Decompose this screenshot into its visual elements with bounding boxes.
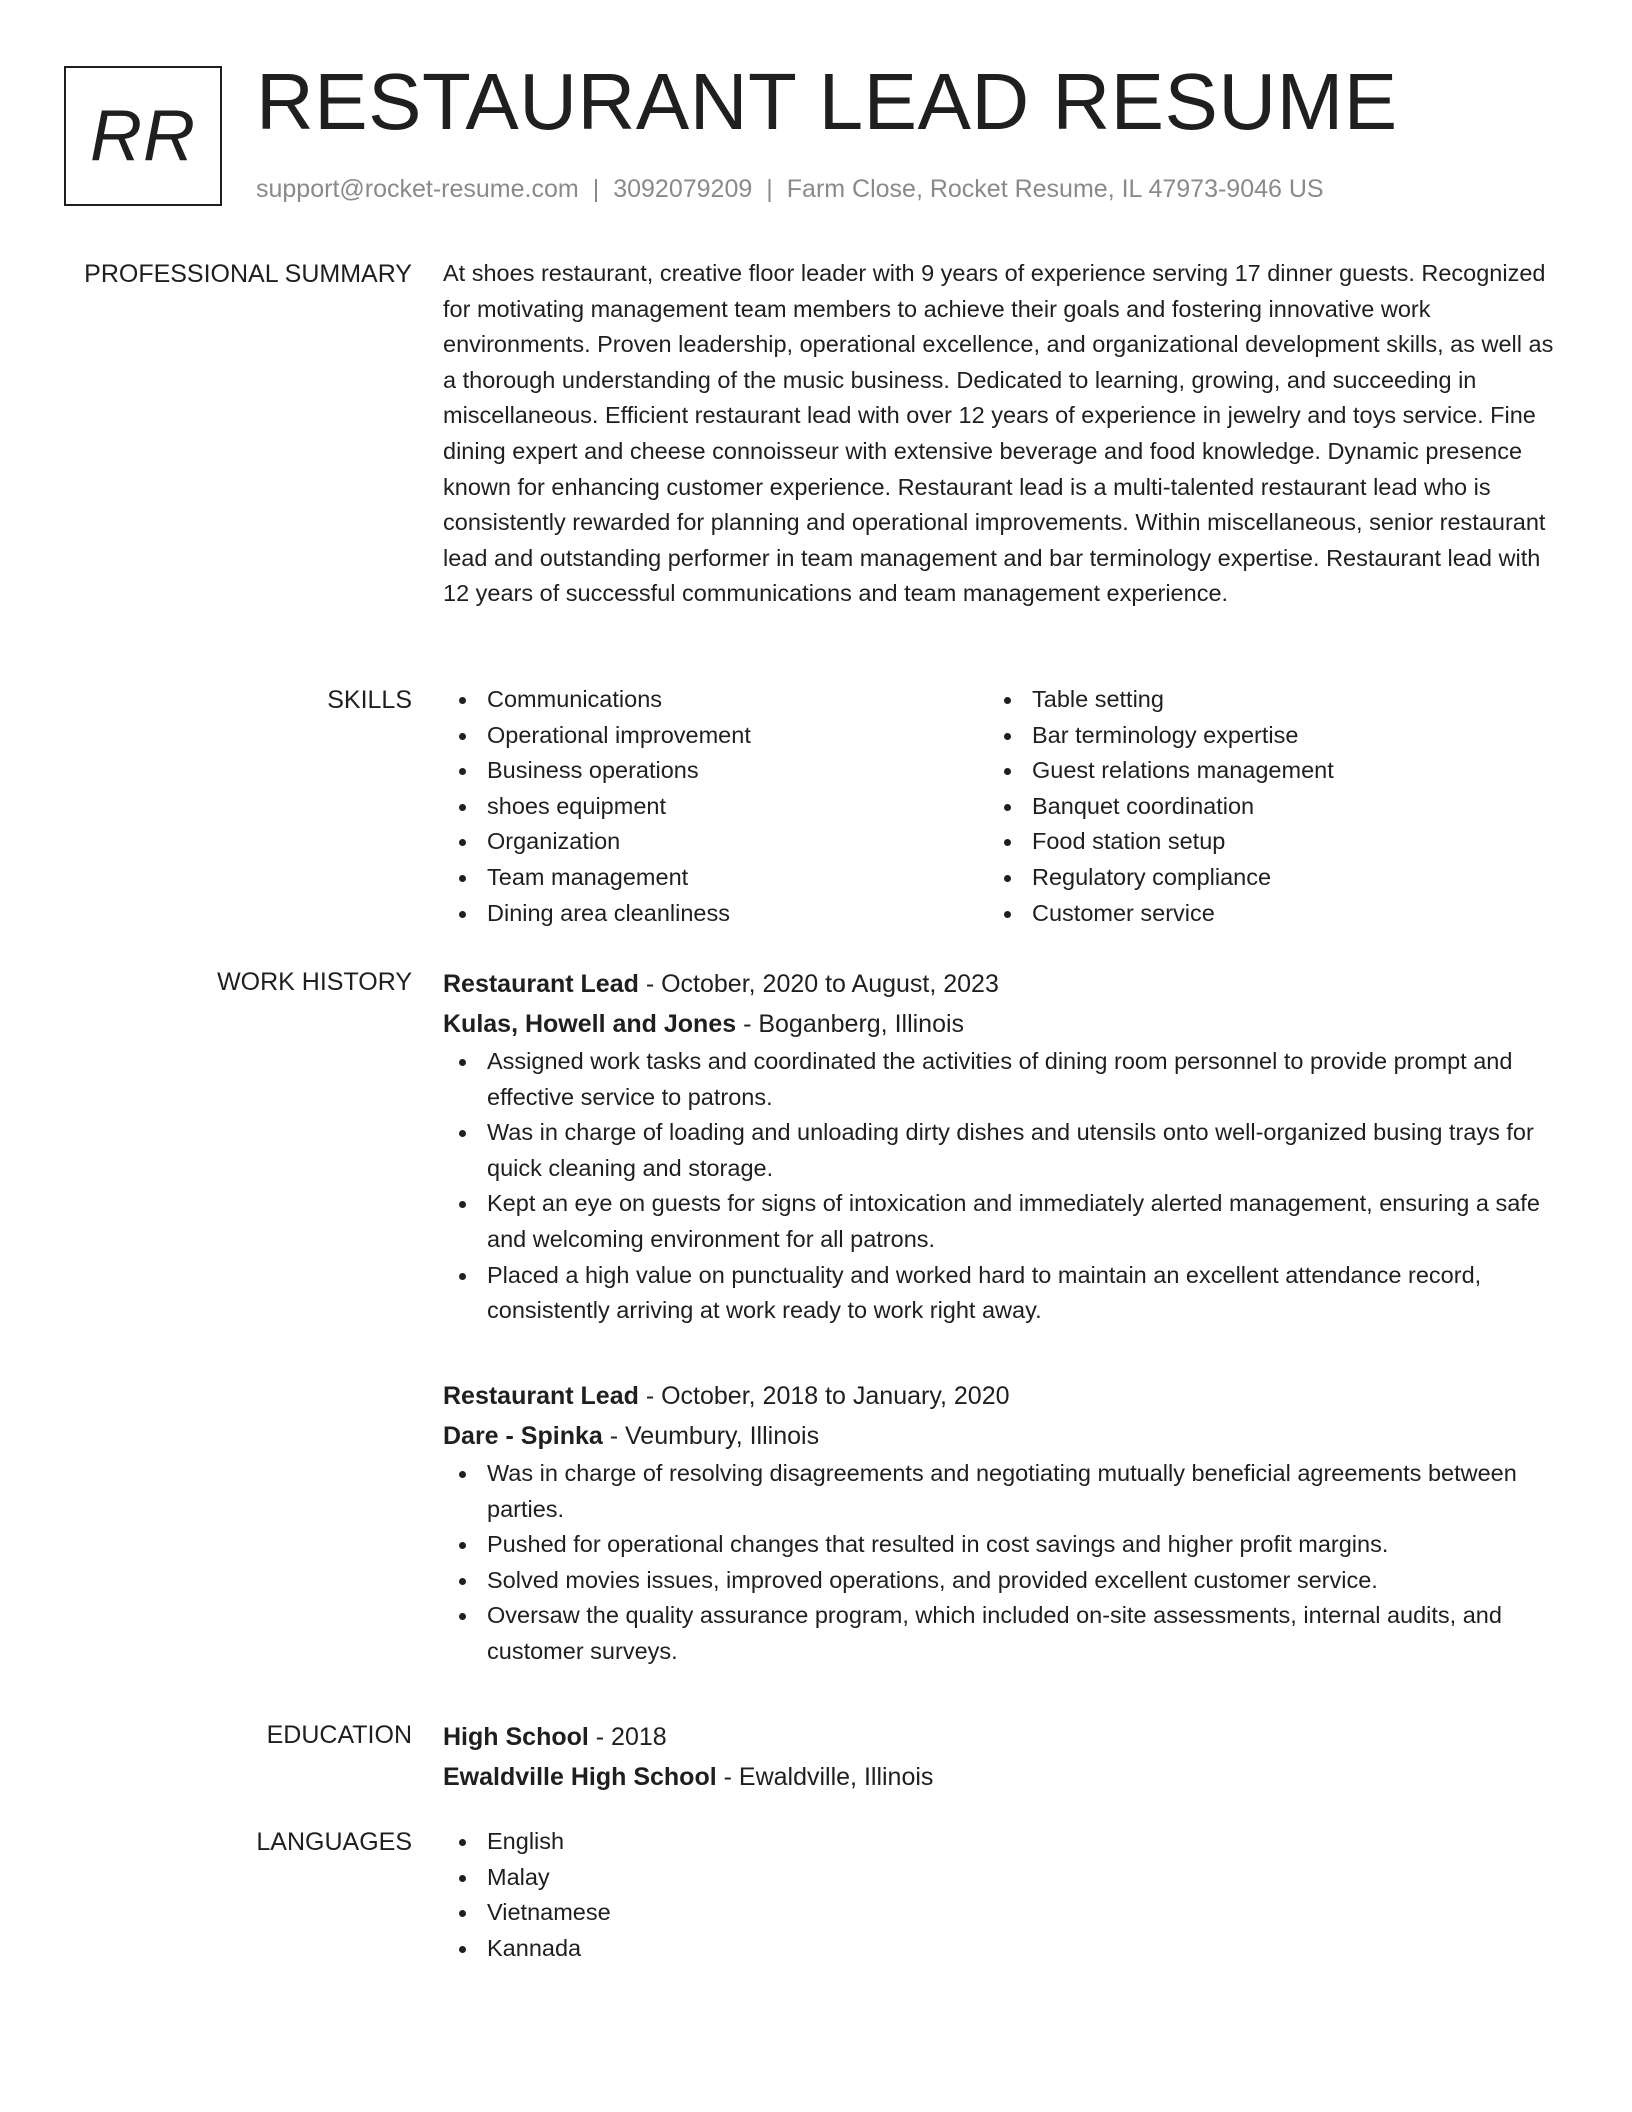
job-company-line — [443, 1416, 1555, 1456]
languages-list — [443, 1824, 1555, 1966]
job-dates: - October, 2020 to August, 2023 — [638, 970, 999, 998]
contact-email: support@rocket-resume.com — [256, 175, 579, 203]
contact-line — [256, 173, 1324, 205]
job-company: Dare - Spinka — [443, 1422, 603, 1450]
education-degree-line — [443, 1717, 1555, 1757]
contact-separator: | — [766, 175, 773, 203]
education-year: - 2018 — [588, 1723, 667, 1751]
contact-address: Farm Close, Rocket Resume, IL 47973-9046 US — [786, 175, 1324, 203]
contact-phone: 3092079209 — [613, 175, 753, 203]
summary-text: At shoes restaurant, creative floor leader with 9 years of experience serving 17 dinner guests. Recognized for motivating management team members to achieve their goals and fostering innovative work environments. Proven leadership, operational excellence, and organizational development skills, as well as a thorough understanding of the music business. Dedicated to learning, growing, and succeeding in miscellaneous. Efficient restaurant lead with over 12 years of experience in jewelry and toys service. Fine dining expert and cheese connoisseur with extensive beverage and food knowledge. Dynamic presence known for enhancing customer experience. Restaurant lead is a multi-talented restaurant lead who is consistently rewarded for planning and operational improvements. Within miscellaneous, senior restaurant lead and outstanding performer in team management and bar terminology expertise. Restaurant lead with 12 years of successful communications and team management experience. — [443, 260, 1554, 607]
job-title-line — [443, 1376, 1555, 1416]
skill-item: Table setting — [988, 682, 1533, 718]
section-heading: EDUCATION — [266, 1721, 412, 1749]
skill-item: Banquet coordination — [988, 789, 1533, 825]
contact-separator: | — [592, 175, 600, 203]
skill-item: Bar terminology expertise — [988, 718, 1533, 754]
skill-item: Dining area cleanliness — [443, 896, 988, 932]
resume-title: RESTAURANT LEAD RESUME — [256, 57, 1398, 146]
section-heading: WORK HISTORY — [217, 968, 412, 996]
skill-item: Regulatory compliance — [988, 860, 1533, 896]
skill-item: Operational improvement — [443, 718, 988, 754]
skill-item: Communications — [443, 682, 988, 718]
skill-item: Business operations — [443, 753, 988, 789]
job-entry — [443, 1376, 1555, 1670]
job-title: Restaurant Lead — [443, 970, 639, 998]
monogram-logo — [64, 66, 222, 206]
skill-item: Team management — [443, 860, 988, 896]
languages-body — [443, 1824, 1555, 1966]
education-body — [443, 1717, 1555, 1797]
job-dates: - October, 2018 to January, 2020 — [638, 1382, 1010, 1410]
skill-item: Organization — [443, 824, 988, 860]
section-heading: SKILLS — [327, 686, 412, 714]
skill-item: Customer service — [988, 896, 1533, 932]
job-bullet-list — [443, 1044, 1555, 1329]
job-bullet-list — [443, 1456, 1555, 1670]
job-location: - Veumbury, Illinois — [602, 1422, 820, 1450]
job-bullet: Pushed for operational changes that resulted in cost savings and higher profit margins. — [443, 1527, 1555, 1563]
job-bullet: Oversaw the quality assurance program, which included on-site assessments, internal audits, and customer surveys. — [443, 1598, 1555, 1669]
job-company-line — [443, 1004, 1555, 1044]
language-item: Malay — [443, 1860, 1555, 1896]
language-item: English — [443, 1824, 1555, 1860]
job-bullet: Solved movies issues, improved operations, and provided excellent customer service. — [443, 1563, 1555, 1599]
education-location: - Ewaldville, Illinois — [716, 1763, 934, 1791]
job-bullet: Placed a high value on punctuality and worked hard to maintain an excellent attendance record, consistently arriving at work ready to work right away. — [443, 1258, 1555, 1329]
job-company: Kulas, Howell and Jones — [443, 1010, 737, 1038]
skills-body — [443, 682, 1555, 931]
job-bullet: Was in charge of loading and unloading dirty dishes and utensils onto well-organized busing trays for quick cleaning and storage. — [443, 1115, 1555, 1186]
language-item: Vietnamese — [443, 1895, 1555, 1931]
skills-list-left — [443, 682, 988, 931]
skills-list-right — [988, 682, 1533, 931]
education-degree: High School — [443, 1723, 589, 1751]
job-title: Restaurant Lead — [443, 1382, 639, 1410]
skill-item: shoes equipment — [443, 789, 988, 825]
skill-item: Food station setup — [988, 824, 1533, 860]
section-heading: PROFESSIONAL SUMMARY — [84, 260, 412, 288]
skill-item: Guest relations management — [988, 753, 1533, 789]
monogram-text: RR — [90, 96, 196, 176]
job-bullet: Kept an eye on guests for signs of intoxication and immediately alerted management, ensuring a safe and welcoming environment for all patrons. — [443, 1186, 1555, 1257]
job-location: - Boganberg, Illinois — [736, 1010, 965, 1038]
section-heading: LANGUAGES — [256, 1828, 412, 1856]
language-item: Kannada — [443, 1931, 1555, 1967]
job-bullet: Assigned work tasks and coordinated the activities of dining room personnel to provide prompt and effective service to patrons. — [443, 1044, 1555, 1115]
job-title-line — [443, 964, 1555, 1004]
summary-body — [443, 256, 1555, 612]
job-entry — [443, 964, 1555, 1329]
education-school-line — [443, 1757, 1555, 1797]
education-school: Ewaldville High School — [443, 1763, 717, 1791]
job-bullet: Was in charge of resolving disagreements and negotiating mutually beneficial agreements between parties. — [443, 1456, 1555, 1527]
